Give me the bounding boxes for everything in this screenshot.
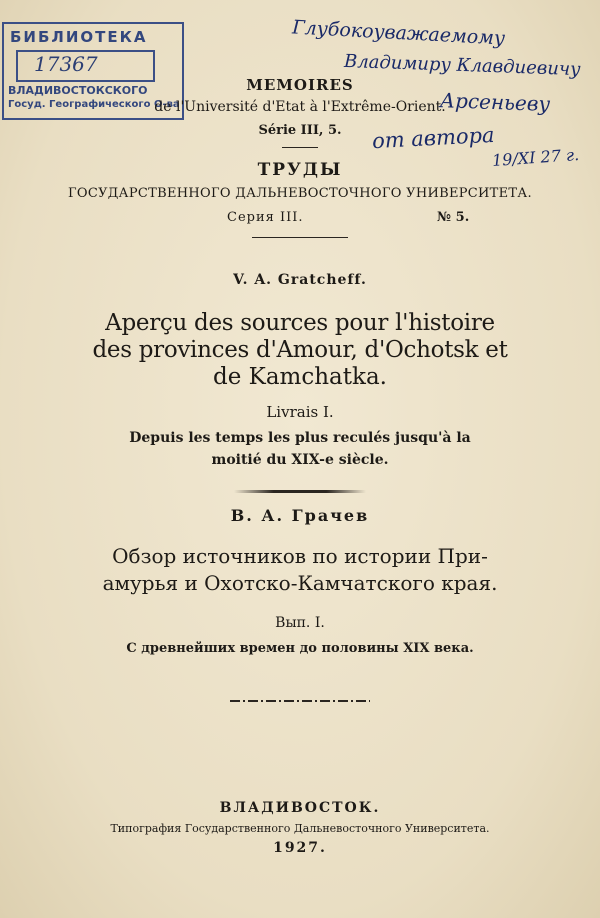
divider <box>252 237 348 238</box>
fr-institution: de l'Université d'Etat à l'Extrême-Orient. <box>154 99 446 115</box>
ru-series: Серия III. <box>227 210 304 225</box>
inscription-line-1: Глубокоуважаемому <box>291 16 506 50</box>
divider <box>282 147 318 148</box>
fr-title-line-2: des provinces d'Amour, d'Ochotsk et <box>92 337 508 363</box>
stamp-line-1: ВЛАДИВОСТОКСКОГО <box>8 84 148 97</box>
ornament-divider <box>230 697 370 705</box>
inscription-date: 19/XI 27 г. <box>491 144 580 171</box>
stamp-number: 17367 <box>34 52 98 76</box>
stamp-line-2: Госуд. Географического О-ва <box>8 99 180 110</box>
imprint-year: 1927. <box>273 840 327 856</box>
ru-series-title: ТРУДЫ <box>257 160 343 180</box>
ru-title-line-1: Обзор источников по истории При- <box>112 544 488 568</box>
fr-subtitle-line-1: Depuis les temps les plus reculés jusqu'à la <box>129 430 471 446</box>
fr-series-title: MEMOIRES <box>246 76 354 94</box>
imprint-city: ВЛАДИВОСТОК. <box>219 800 381 816</box>
inscription-line-4: от автора <box>371 122 496 154</box>
inscription-line-3: Арсеньеву <box>439 88 551 116</box>
stamp-title: БИБЛИОТЕКА <box>10 28 148 46</box>
ru-institution: ГОСУДАРСТВЕННОГО ДАЛЬНЕВОСТОЧНОГО УНИВЕРСИТЕТА. <box>68 186 532 201</box>
ru-title-line-2: амурья и Охотско-Камчатского края. <box>102 571 498 595</box>
fr-subtitle-line-2: moitié du XIX-e siècle. <box>211 452 389 468</box>
ru-subtitle: С древнейших времен до половины XIX века. <box>126 641 474 656</box>
ru-issue: Вып. I. <box>275 615 325 631</box>
fr-author: V. A. Gratcheff. <box>233 272 367 288</box>
fr-series: Série III, 5. <box>258 123 342 138</box>
section-divider <box>234 490 366 493</box>
imprint-printer: Типография Государственного Дальневосточного Университета. <box>110 822 490 835</box>
inscription-line-2: Владимиру Клавдиевичу <box>343 50 581 81</box>
ru-author: В. А. Грачев <box>230 506 370 525</box>
fr-title-line-3: de Kamchatka. <box>213 364 387 390</box>
ru-number: № 5. <box>437 210 470 225</box>
fr-issue: Livrais I. <box>266 403 334 421</box>
fr-title-line-1: Aperçu des sources pour l'histoire <box>105 310 495 336</box>
